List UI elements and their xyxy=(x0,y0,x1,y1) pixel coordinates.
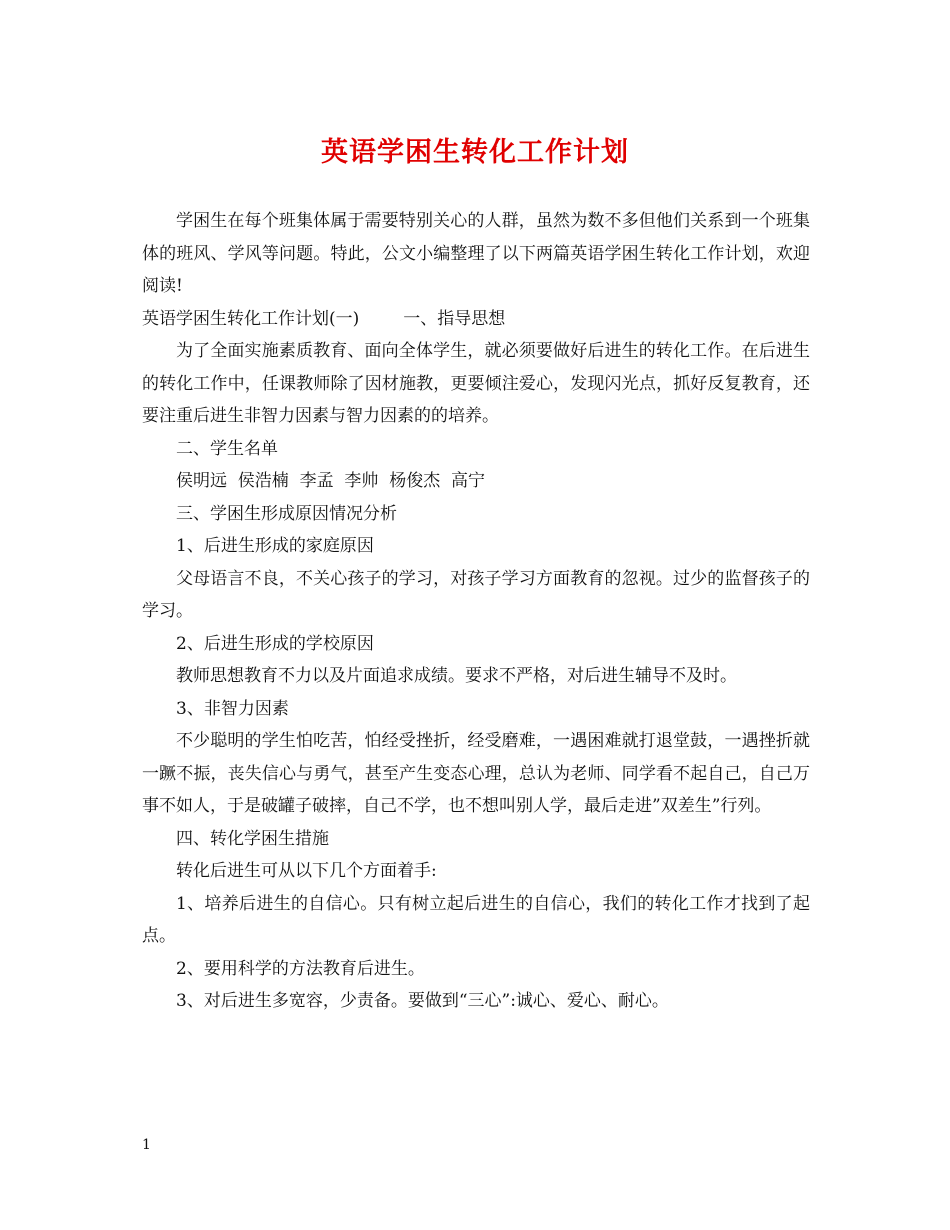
measure-item-2: 2、要用科学的方法教育后进生。 xyxy=(176,958,425,979)
heading-non-intellectual: 3、非智力因素 xyxy=(176,698,289,719)
heading-cause-analysis: 三、学困生形成原因情况分析 xyxy=(176,503,397,524)
heading-school-cause: 2、后进生形成的学校原因 xyxy=(176,633,374,654)
plan-title-inline: 英语学困生转化工作计划(一) xyxy=(142,308,360,329)
page-number: 1 xyxy=(142,1137,151,1153)
family-cause-paragraph: 父母语言不良，不关心孩子的学习，对孩子学习方面教育的忽视。过少的监督孩子的学习。 xyxy=(142,568,810,621)
section-heading-line xyxy=(142,303,810,336)
student-names: 侯明远 侯浩楠 李孟 李帅 杨俊杰 高宁 xyxy=(176,471,486,491)
intro-paragraph: 学困生在每个班集体属于需要特别关心的人群，虽然为数不多但他们关系到一个班集体的班风、学风等问题。特此，公文小编整理了以下两篇英语学困生转化工作计划，欢迎阅读! xyxy=(142,211,810,296)
measure-item-3: 3、对后进生多宽容，少责备。要做到“三心”:诚心、爱心、耐心。 xyxy=(176,991,669,1011)
document-title: 英语学困生转化工作计划 xyxy=(321,137,629,168)
measures-intro: 转化后进生可从以下几个方面着手: xyxy=(176,861,437,881)
school-cause-paragraph: 教师思想教育不力以及片面追求成绩。要求不严格，对后进生辅导不及时。 xyxy=(176,666,737,686)
heading-family-cause: 1、后进生形成的家庭原因 xyxy=(176,536,374,556)
non-intellectual-paragraph: 不少聪明的学生怕吃苦，怕经受挫折，经受磨难，一遇困难就打退堂鼓，一遇挫折就一蹶不振，丧失信心与勇气，甚至产生变态心理，总认为老师、同学看不起自己，自己万事不如人，于是破罐子破摔，自己不学，也不想叫别人学，最后走进”双差生”行列。 xyxy=(142,731,810,816)
guiding-thought-paragraph: 为了全面实施素质教育、面向全体学生，就必须要做好后进生的转化工作。在后进生的转化工作中，任课教师除了因材施教，更要倾注爱心，发现闪光点，抓好反复教育，还要注重后进生非智力因素与智力因素的的培养。 xyxy=(142,341,810,426)
measure-item-1: 1、培养后进生的自信心。只有树立起后进生的自信心，我们的转化工作才找到了起点。 xyxy=(142,893,810,946)
heading-measures: 四、转化学困生措施 xyxy=(176,828,329,849)
heading-guiding-thought: 一、指导思想 xyxy=(403,308,506,329)
heading-student-list: 二、学生名单 xyxy=(176,438,278,459)
document-body xyxy=(142,205,810,1018)
